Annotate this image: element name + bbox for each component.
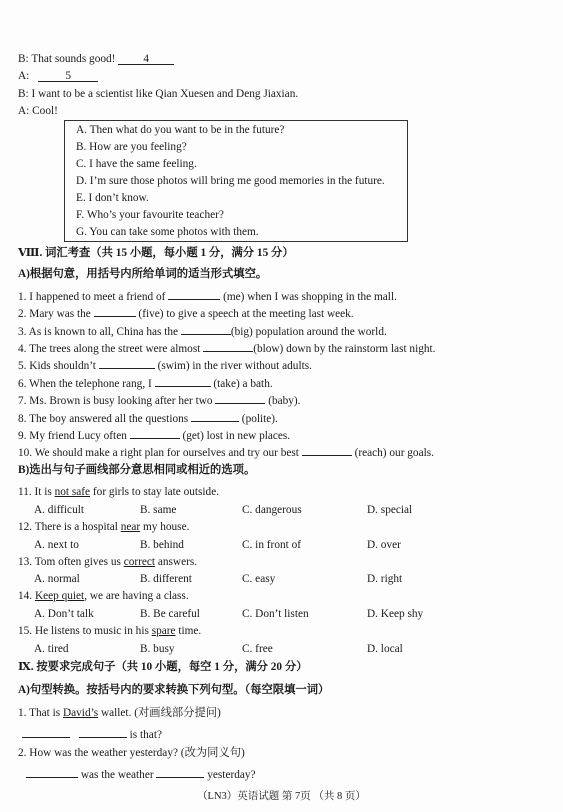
- question-text: is that?: [126, 729, 162, 741]
- blank-number: 5: [65, 70, 71, 82]
- choice-b[interactable]: B. same: [140, 504, 177, 516]
- section-9-title: Ⅸ. 按要求完成句子（共 10 小题，每空 1 分，满分 20 分）: [18, 661, 308, 673]
- question-text: 4. The trees along the street were almost: [18, 343, 204, 355]
- underlined-phrase: near: [120, 521, 141, 533]
- option-f: F. Who’s your favourite teacher?: [76, 209, 224, 221]
- option-b: B. How are you feeling?: [76, 141, 187, 153]
- choice-b[interactable]: B. busy: [140, 643, 175, 655]
- choice-c[interactable]: C. free: [242, 643, 273, 655]
- option-a: A. Then what do you want to be in the future?: [76, 124, 285, 136]
- question-text: (five) to give a speech at the meeting last week.: [135, 308, 354, 320]
- dialogue-line-2: [18, 69, 98, 83]
- question-6: [18, 376, 273, 391]
- section-8-part-b-title: B)选出与句子画线部分意思相同或相近的选项。: [18, 464, 256, 476]
- question-text: 11. It is: [18, 486, 55, 498]
- question-text: for girls to stay late outside.: [90, 486, 220, 498]
- choice-b[interactable]: B. Be careful: [140, 608, 200, 620]
- answer-blank[interactable]: [168, 289, 220, 300]
- question-12-options: [34, 538, 534, 552]
- choice-b[interactable]: B. different: [140, 573, 192, 585]
- question-7: [18, 393, 301, 408]
- dialogue-line-4: [18, 104, 58, 118]
- question-15: [18, 624, 201, 638]
- question-9: [18, 428, 290, 443]
- choice-d[interactable]: D. local: [367, 643, 403, 655]
- section-8-part-a-title: A)根据句意，用括号内所给单词的适当形式填空。: [18, 268, 268, 280]
- blank-number: 4: [143, 53, 150, 65]
- answer-blank-5[interactable]: [38, 71, 98, 82]
- question-text: (big) population around the world.: [230, 326, 387, 338]
- dialogue-text: I want to be a scientist like Qian Xuesen and Deng Jiaxian.: [31, 88, 299, 100]
- option-c: C. I have the same feeling.: [76, 158, 197, 170]
- question-text: 10. We should make a right plan for ourselves and try our best: [18, 447, 302, 459]
- speaker-label: A:: [18, 70, 30, 82]
- question-text: was the weather: [78, 769, 157, 781]
- question-text: yesterday?: [204, 769, 256, 781]
- question-text: (swim) in the river without adults.: [154, 360, 312, 372]
- question-8: [18, 411, 278, 426]
- question-text: 15. He listens to music in his: [18, 625, 152, 637]
- option-d: D. I’m sure those photos will bring me good memories in the future.: [76, 175, 385, 187]
- answer-blank[interactable]: [215, 393, 265, 404]
- underlined-phrase: Keep quiet: [34, 590, 85, 602]
- question-15-options: [34, 642, 534, 656]
- question-14-options: [34, 607, 534, 621]
- question-10: [18, 445, 434, 460]
- question-text: 3. As is known to all, China has the: [18, 326, 181, 338]
- choice-d[interactable]: D. over: [367, 539, 401, 551]
- choice-d[interactable]: D. Keep shy: [367, 608, 424, 620]
- section-8-title: Ⅷ. 词汇考查（共 15 小题，每小题 1 分，满分 15 分）: [18, 247, 294, 259]
- question-text: wallet. (对画线部分提问): [98, 707, 221, 719]
- question-text: 7. Ms. Brown is busy looking after her two: [18, 395, 216, 407]
- choice-a[interactable]: A. next to: [34, 539, 79, 551]
- speaker-label: B:: [18, 88, 29, 100]
- question-2: [18, 306, 354, 321]
- choice-c[interactable]: C. easy: [242, 573, 276, 585]
- choice-d[interactable]: D. right: [367, 573, 403, 585]
- rewrite-question-1: [18, 706, 221, 720]
- question-1: [18, 289, 397, 304]
- answer-blank[interactable]: [302, 445, 352, 456]
- question-11-options: [34, 503, 534, 517]
- question-text: answers.: [155, 556, 198, 568]
- rewrite-answer-1: [18, 727, 162, 742]
- option-e: E. I don’t know.: [76, 192, 149, 204]
- dialogue-text: That sounds good!: [31, 53, 119, 65]
- speaker-label: A:: [18, 105, 30, 117]
- question-4: [18, 341, 435, 356]
- answer-blank[interactable]: [191, 411, 239, 422]
- question-14: [18, 589, 189, 603]
- answer-blank[interactable]: [26, 767, 78, 778]
- question-text: 12. There is a hospital: [18, 521, 121, 533]
- underlined-phrase: not safe: [54, 486, 91, 498]
- underlined-phrase: spare: [151, 625, 176, 637]
- choice-a[interactable]: A. Don’t talk: [34, 608, 94, 620]
- section-9-part-a-title: A)句型转换。按括号内的要求转换下列句型。（每空限填一词）: [18, 684, 330, 696]
- question-13-options: [34, 572, 534, 586]
- answer-blank[interactable]: [203, 341, 253, 352]
- question-5: [18, 358, 312, 373]
- question-text: 1. That is: [18, 707, 63, 719]
- question-text: 8. The boy answered all the questions: [18, 413, 191, 425]
- answer-blank[interactable]: [99, 358, 155, 369]
- question-text: 1. I happened to meet a friend of: [18, 291, 169, 303]
- choice-c[interactable]: C. Don’t listen: [242, 608, 309, 620]
- question-text: (blow) down by the rainstorm last night.: [253, 343, 436, 355]
- question-text: (polite).: [238, 413, 278, 425]
- question-11: [18, 485, 219, 499]
- speaker-label: B:: [18, 53, 29, 65]
- question-13: [18, 555, 197, 569]
- dialogue-line-1: [18, 52, 174, 66]
- dialogue-text: Cool!: [32, 105, 58, 117]
- question-text: time.: [175, 625, 202, 637]
- answer-blank[interactable]: [130, 428, 180, 439]
- question-text: 9. My friend Lucy often: [18, 430, 130, 442]
- choice-a[interactable]: A. tired: [34, 643, 69, 655]
- question-text: (get) lost in new places.: [179, 430, 291, 442]
- page-footer: （LN3）英语试题 第 7页 （共 8 页）: [197, 791, 366, 802]
- question-text: (reach) our goals.: [351, 447, 434, 459]
- choice-d[interactable]: D. special: [367, 504, 413, 516]
- question-text: (me) when I was shopping in the mall.: [220, 291, 397, 303]
- question-3: [18, 324, 387, 339]
- question-text: 6. When the telephone rang, I: [18, 378, 155, 390]
- choice-b[interactable]: B. behind: [140, 539, 184, 551]
- option-g: G. You can take some photos with them.: [76, 226, 259, 238]
- question-text: (take) a bath.: [210, 378, 273, 390]
- question-text: 5. Kids shouldn’t: [18, 360, 99, 372]
- answer-blank[interactable]: [181, 324, 231, 335]
- rewrite-answer-2: [18, 767, 256, 782]
- question-text: , we are having a class.: [84, 590, 189, 602]
- question-12: [18, 520, 189, 534]
- answer-blank[interactable]: [22, 727, 70, 738]
- underlined-phrase: correct: [123, 556, 156, 568]
- question-text: 13. Tom often gives us: [18, 556, 124, 568]
- question-text: (baby).: [265, 395, 301, 407]
- answer-blank[interactable]: [79, 727, 127, 738]
- choice-a[interactable]: A. difficult: [34, 504, 84, 516]
- choice-c[interactable]: C. in front of: [242, 539, 301, 551]
- answer-blank[interactable]: [94, 306, 136, 317]
- options-box: [64, 120, 408, 242]
- dialogue-line-3: [18, 87, 298, 101]
- underlined-phrase: David’s: [62, 707, 99, 719]
- answer-blank-4[interactable]: [118, 54, 174, 65]
- question-text: my house.: [140, 521, 190, 533]
- rewrite-question-2: 2. How was the weather yesterday? (改为同义句): [18, 747, 245, 759]
- choice-a[interactable]: A. normal: [34, 573, 80, 585]
- answer-blank[interactable]: [155, 376, 211, 387]
- question-text: 2. Mary was the: [18, 308, 94, 320]
- answer-blank[interactable]: [156, 767, 204, 778]
- question-text: 14.: [18, 590, 35, 602]
- choice-c[interactable]: C. dangerous: [242, 504, 302, 516]
